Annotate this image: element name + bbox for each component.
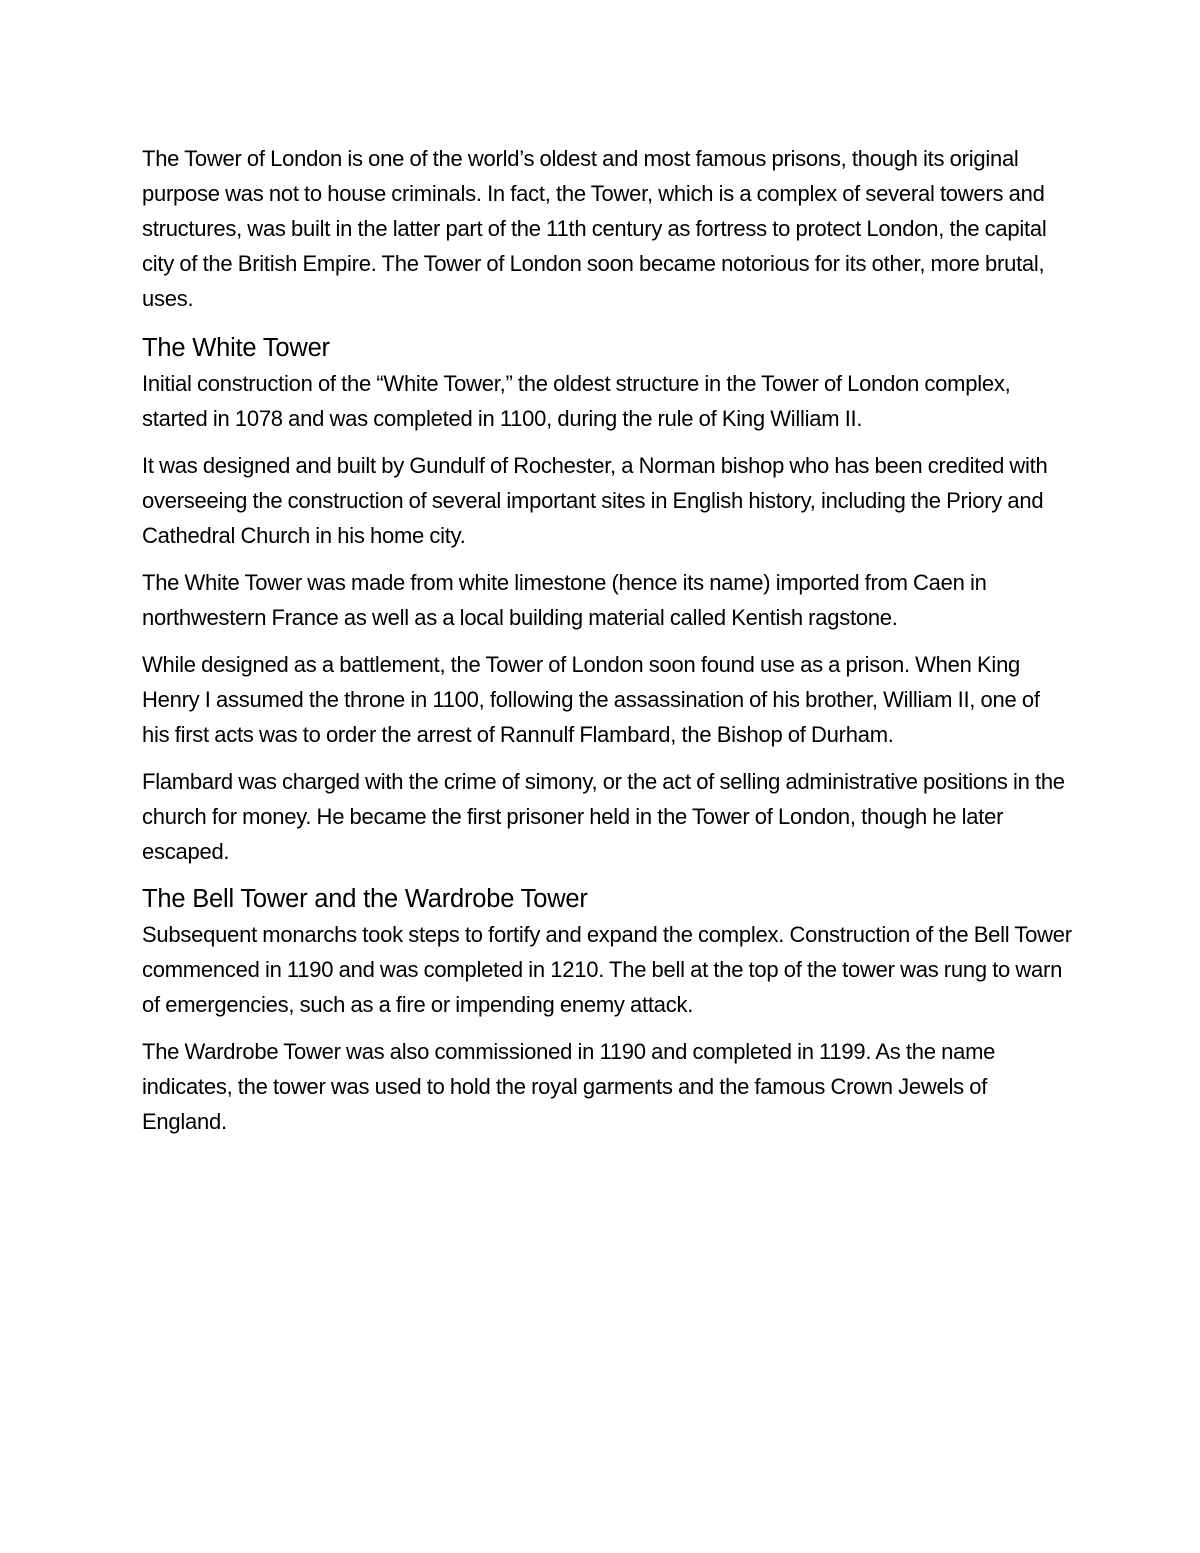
paragraph: Initial construction of the “White Tower,” the oldest structure in the Tower of London complex, started in 1078 and was completed in 1100, during the rule of King William II. bbox=[142, 371, 1011, 431]
section-heading-bell-wardrobe-tower: The Bell Tower and the Wardrobe Tower bbox=[142, 885, 588, 913]
section-heading-white-tower: The White Tower bbox=[142, 334, 330, 362]
paragraph: Subsequent monarchs took steps to fortify and expand the complex. Construction of the Bell Tower commenced in 1190 and was completed in 1210. The bell at the top of the tower was rung to warn of emergencies, such as a fire or impending enemy attack. bbox=[142, 922, 1072, 1017]
paragraph: The White Tower was made from white limestone (hence its name) imported from Caen in northwestern France as well as a local building material called Kentish ragstone. bbox=[142, 570, 987, 630]
paragraph: It was designed and built by Gundulf of Rochester, a Norman bishop who has been credited with overseeing the construction of several important sites in English history, including the Priory and Cathedral Church in his home city. bbox=[142, 453, 1048, 548]
document-body bbox=[142, 141, 1072, 1151]
paragraph: The Wardrobe Tower was also commissioned in 1190 and completed in 1199. As the name indicates, the tower was used to hold the royal garments and the famous Crown Jewels of England. bbox=[142, 1039, 996, 1134]
paragraph: While designed as a battlement, the Tower of London soon found use as a prison. When King Henry I assumed the throne in 1100, following the assassination of his brother, William II, one of his first acts was to order the arrest of Rannulf Flambard, the Bishop of Durham. bbox=[142, 652, 1040, 747]
intro-paragraph: The Tower of London is one of the world’s oldest and most famous prisons, though its original purpose was not to house criminals. In fact, the Tower, which is a complex of several towers and structures, was built in the latter part of the 11th century as fortress to protect London, the capital city of the British Empire. The Tower of London soon became notorious for its other, more brutal, uses. bbox=[142, 146, 1047, 311]
paragraph: Flambard was charged with the crime of simony, or the act of selling administrative positions in the church for money. He became the first prisoner held in the Tower of London, though he later escaped. bbox=[142, 769, 1065, 864]
